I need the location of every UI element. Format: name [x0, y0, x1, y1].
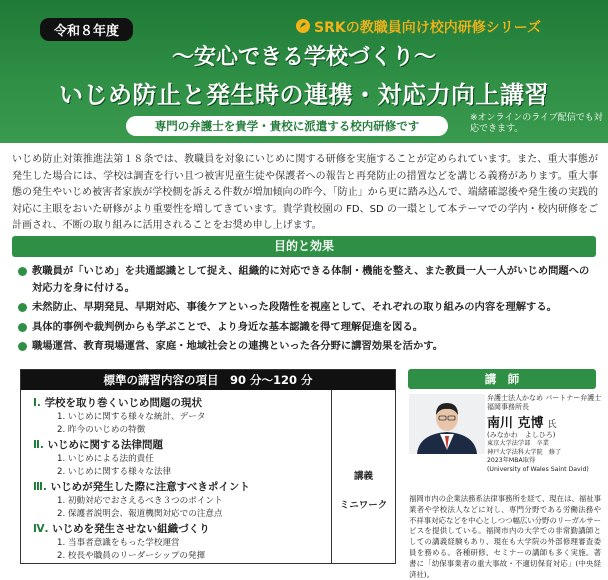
bullet-dot-icon — [18, 342, 27, 351]
title-line1: ～安心できる学校づくり～ — [171, 45, 436, 70]
lecturer-credential: (University of Wales Saint David) — [487, 465, 589, 473]
year-badge: 令和８年度 — [40, 18, 133, 41]
course-items — [21, 390, 331, 563]
format-miniwork: ミニワーク — [339, 500, 388, 511]
lecturer-portrait-icon — [409, 394, 485, 454]
format-lecture: 講義 — [353, 471, 373, 482]
section-title: Ⅰ. 学校を取り巻くいじめ問題の現状 — [33, 397, 203, 409]
list-item — [18, 338, 598, 355]
course-content-box — [20, 369, 396, 564]
list-item — [18, 299, 598, 316]
list-item — [18, 319, 598, 336]
section-sub: 1. 初動対応でおさえるべき３つのポイント — [57, 496, 223, 506]
bullet-dot-icon — [18, 303, 27, 312]
section-title: Ⅱ. いじめに関する法律問題 — [33, 439, 164, 451]
list-item — [18, 263, 598, 296]
online-note: ※オンラインのライブ配信でも対応できます。 — [470, 113, 603, 134]
objective-text: 未然防止、早期発見、早期対応、事後ケアといった段階性を視座として、それぞれの取り組みの内容を理解する。 — [32, 301, 557, 313]
course-content-heading: 標準の講習内容の項目 90 分～120 分 — [21, 370, 395, 390]
section-sub: 2. いじめに関する様々な法律 — [57, 466, 172, 477]
lecturer-info — [487, 394, 603, 474]
section-sub: 2. 昨今のいじめの特徴 — [57, 424, 146, 435]
srk-logo-icon — [295, 18, 311, 34]
header-banner — [0, 0, 608, 143]
lecturer-role: 弁護士法人かなめ パートナー弁護士 福岡事務所長 — [487, 394, 602, 411]
intro-paragraph: いじめ防止対策推進法第１８条では、教職員を対象にいじめに関する研修を実施することが定められています。また、重大事態が発生した場合には、学校は調査を行い且つ被害児童生徒や保護者への報告と再発防止の措置などを講じる義務があります。重大事態の発生やいじめ被害者家族が学校側を訴える件数が増加傾向の昨今、「防止」から更に踏み込んで、端緒確認後や発生後の実践的対応に主眼をおいた研修がより重要性を増してきています。貴学貴校園の FD、SD の一環として本テーマでの学内・校内研修をご計画され、不断の取り組みに活用されることをお奨め申し上げます。 — [12, 154, 598, 231]
section-sub: 1. いじめによる法的責任 — [57, 454, 154, 464]
objectives-heading: 目的と効果 — [12, 236, 596, 257]
section-sub: 2. 校長や職員のリーダーシップの発揮 — [57, 550, 206, 561]
bullet-dot-icon — [18, 323, 27, 332]
lecturer-heading: 講 師 — [408, 369, 596, 389]
objectives-list — [18, 263, 598, 358]
objective-text: 具体的事例や裁判例からも学ぶことで、より身近な基本認識を得て理解促進を図る。 — [32, 320, 424, 333]
lecturer-credential: 神戸大学法科大学院 修了 — [487, 448, 562, 456]
section-sub: 1. 当事者意識をもった学校運営 — [57, 538, 180, 548]
lecturer-credential: 東京大学法学部 卒業 — [487, 440, 549, 447]
lecturer-bio: 福岡市内の企業法務系法律事務所を経て、現在は、福祉事業者や学校法人などに対し、専門分野である労働法務や不祥事対応などを中心としつつ幅広い分野のリーガルサービスを提供している。福岡市内の大学での非常勤講師としての講義経験もあり、現在も大学院の外部修理審査委員を務める。各種研修、セミナーの講師も多く実施。著書に「幼保事業者の重大事故・不適切保育対応」(中央経済社)。 — [409, 494, 602, 579]
title-line2: いじめ防止と発生時の連携・対応力向上講習 — [59, 81, 549, 109]
lecturer-photo — [409, 394, 485, 454]
section-title: Ⅳ. いじめを発生させない組織づくり — [33, 523, 210, 535]
lecturer-kana: (みなかわ よしひろ) — [487, 431, 556, 439]
format-column — [332, 390, 395, 563]
section-title: Ⅲ. いじめが発生した際に注意すべきポイント — [33, 481, 250, 493]
objective-text: 職場運営、教育現場運営、家庭・地域社会との連携といった各分野に講習効果を活かす。 — [32, 340, 444, 352]
lecturer-name: 南川 克博 氏 — [487, 416, 557, 431]
section-sub: 1. いじめに関する様々な統計、データ — [57, 412, 206, 422]
section-sub: 2. 保護者説明会、報道機関対応での注意点 — [57, 508, 223, 519]
bullet-dot-icon — [18, 267, 27, 276]
lecturer-credential: 2023年MBA取得 — [487, 457, 536, 464]
series-text: SRKの教職員向け校内研修シリーズ — [314, 20, 542, 36]
subtitle-pill: 専門の弁護士を貴学・貴校に派遣する校内研修です — [126, 116, 448, 136]
series-label — [295, 17, 541, 37]
objective-text: 教職員が「いじめ」を共通認識として捉え、組織的に対応できる体制・機能を整え、また教員一人一人がいじめ問題への対応力を身に付ける。 — [32, 265, 590, 294]
